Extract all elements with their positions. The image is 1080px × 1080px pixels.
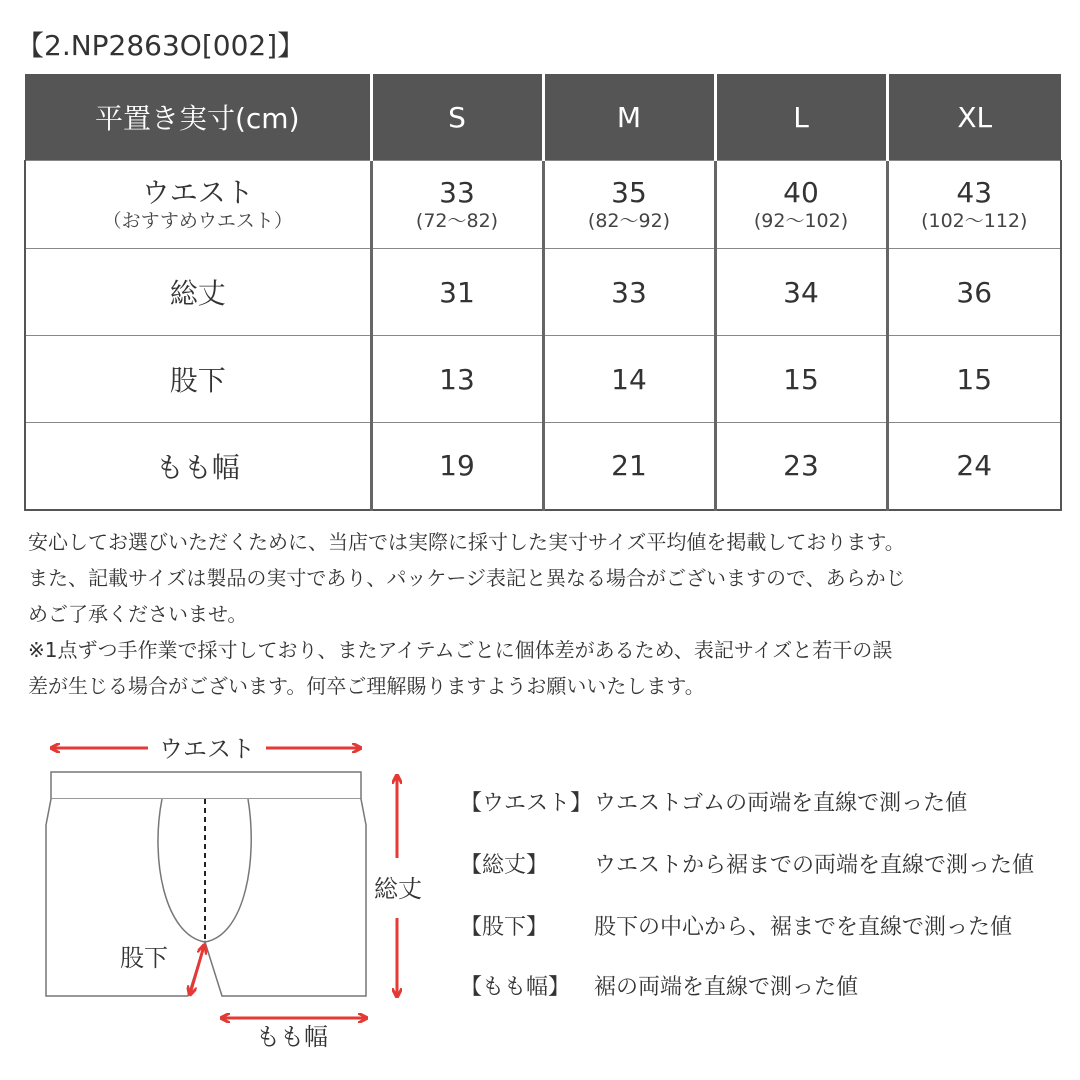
waist-l-value: 40 — [783, 175, 819, 209]
waist-xl-recommended: (102〜112) — [921, 209, 1028, 232]
inseam-xl: 15 — [887, 336, 1061, 423]
waist-s — [371, 161, 543, 249]
inseam-m: 14 — [543, 336, 715, 423]
note-line: めご了承くださいませ。 — [28, 602, 248, 626]
header-size-s: S — [371, 74, 543, 161]
inseam-l: 15 — [715, 336, 887, 423]
legend-desc: 股下の中心から、裾までを直線で測った値 — [594, 915, 1013, 940]
table-row-thigh — [25, 423, 1061, 510]
header-size-m: M — [543, 74, 715, 161]
waist-m-recommended: (82〜92) — [587, 209, 671, 232]
note-line: ※1点ずつ手作業で採寸しており、またアイテムごとに個体差があるため、表記サイズと若干の誤 — [28, 638, 893, 662]
legend-desc: ウエストゴムの両端を直線で測った値 — [594, 791, 968, 816]
row-label-waist — [25, 161, 371, 249]
row-label-thigh: もも幅 — [25, 423, 371, 510]
thigh-s: 19 — [371, 423, 543, 510]
header-size-l: L — [715, 74, 887, 161]
row-label-inseam: 股下 — [25, 336, 371, 423]
waist-l-recommended: (92〜102) — [753, 209, 849, 232]
waist-s-value: 33 — [439, 175, 475, 209]
note-line: 差が生じる場合がございます。何卒ご理解賜りますようお願いいたします。 — [28, 674, 705, 698]
legend-key: 【総丈】 — [460, 853, 549, 878]
waistband-shape — [51, 772, 361, 799]
product-code: 【2.NP2863O[002]】 — [16, 29, 306, 62]
thigh-xl: 24 — [887, 423, 1061, 510]
measurement-diagram — [0, 720, 460, 1060]
legend-key: 【もも幅】 — [460, 975, 571, 1000]
waist-l — [715, 161, 887, 249]
waist-diagram-label: ウエスト — [159, 735, 255, 763]
waist-label: ウエスト — [141, 175, 254, 209]
thigh-m: 21 — [543, 423, 715, 510]
waist-m-value: 35 — [611, 175, 647, 209]
waist-xl-value: 43 — [956, 175, 993, 209]
header-measurement: 平置き実寸(cm) — [25, 74, 371, 161]
legend-key: 【股下】 — [460, 915, 549, 940]
table-row-inseam — [25, 336, 1061, 423]
inseam-s: 13 — [371, 336, 543, 423]
note-line: 安心してお選びいただくために、当店では実際に採寸した実寸サイズ平均値を掲載しております。 — [28, 530, 905, 554]
waist-m — [543, 161, 715, 249]
size-table — [24, 74, 1062, 511]
thigh-l: 23 — [715, 423, 887, 510]
length-diagram-label: 総丈 — [374, 875, 422, 903]
row-label-length: 総丈 — [25, 249, 371, 336]
thigh-diagram-label: もも幅 — [256, 1023, 328, 1051]
length-m: 33 — [543, 249, 715, 336]
waist-s-recommended: (72〜82) — [415, 209, 499, 232]
size-notes — [28, 524, 1058, 704]
inseam-diagram-label: 股下 — [120, 944, 168, 972]
waist-sublabel: （おすすめウエスト） — [102, 209, 293, 232]
length-l: 34 — [715, 249, 887, 336]
legend-desc: ウエストから裾までの両端を直線で測った値 — [594, 853, 1035, 878]
length-xl: 36 — [887, 249, 1061, 336]
table-header-row — [25, 74, 1061, 161]
length-s: 31 — [371, 249, 543, 336]
legend-desc: 裾の両端を直線で測った値 — [594, 975, 859, 1000]
legend-key: 【ウエスト】 — [460, 791, 593, 816]
table-row-waist — [25, 161, 1061, 249]
waist-xl — [887, 161, 1061, 249]
header-size-xl: XL — [887, 74, 1061, 161]
note-line: また、記載サイズは製品の実寸であり、パッケージ表記と異なる場合がございますので、あらかじ — [28, 566, 906, 590]
table-row-length — [25, 249, 1061, 336]
